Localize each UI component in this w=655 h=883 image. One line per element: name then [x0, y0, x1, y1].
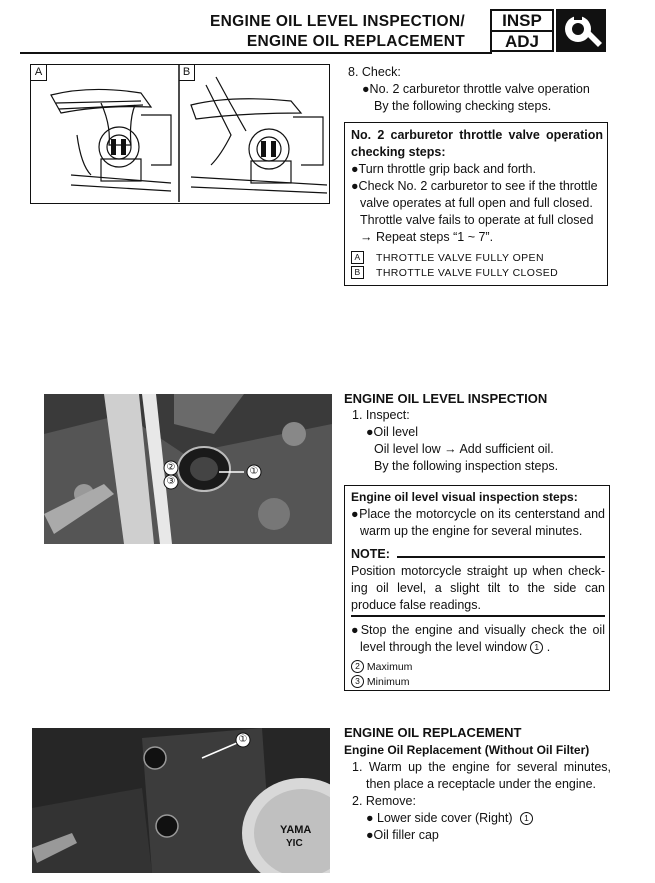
legend-text: Maximum: [366, 661, 413, 673]
oil-level-bullet: ●Oil level: [366, 425, 419, 439]
oil-level-steps-box: [344, 485, 610, 691]
legend-text: Minimum: [366, 676, 410, 688]
oil-replace-heading: ENGINE OIL REPLACEMENT: [344, 725, 522, 740]
oil-replace-subheading: Engine Oil Replacement (Without Oil Filter): [344, 743, 590, 757]
callout-side-cover: ①: [238, 734, 248, 745]
check-step: 8. Check:: [348, 65, 401, 79]
oil-box-title: Engine oil level visual inspection steps:: [351, 490, 578, 504]
oil-replace-bullet: [366, 810, 533, 827]
oil-replace-bullet-text: ● Lower side cover (Right): [366, 811, 513, 825]
throttle-legend-a: [351, 251, 544, 265]
page-subtitle: ENGINE OIL REPLACEMENT: [246, 33, 465, 50]
callout-minimum: ③: [166, 476, 176, 487]
ref-level-window: 1: [530, 641, 543, 654]
note-rule: [397, 556, 605, 558]
oil-level-window-photo: [44, 394, 332, 544]
legend-key: B: [351, 266, 364, 279]
yamaha-badge-text: YAMA: [280, 824, 312, 836]
note-text: produce false readings.: [351, 598, 481, 612]
oil-box-item: [360, 639, 550, 656]
oil-replace-step: then place a receptacle under the engine.: [366, 777, 597, 791]
note-text: Position motorcycle straight up when check-: [351, 564, 605, 578]
oil-replace-step: 2. Remove:: [352, 794, 416, 808]
check-sub: By the following checking steps.: [374, 99, 552, 113]
legend-text: THROTTLE VALVE FULLY CLOSED: [376, 267, 559, 279]
page-title: ENGINE OIL LEVEL INSPECTION/: [209, 13, 465, 30]
legend-num: 2: [351, 660, 364, 673]
legend-num: 3: [351, 675, 364, 688]
oil-box-item: ●Place the motorcycle on its centerstand and: [351, 507, 605, 521]
oil-replace-step: 1. Warm up the engine for several minutes,: [352, 760, 611, 774]
note-text: ing oil level, a slight tilt to the side can: [351, 581, 605, 595]
throttle-item: Throttle valve fails to operate at full closed: [360, 213, 594, 227]
oil-box-item-text: level through the level window: [360, 640, 527, 654]
legend-text: THROTTLE VALVE FULLY OPEN: [376, 252, 544, 264]
oil-level-line: By the following inspection steps.: [374, 459, 559, 473]
yamaha-badge-text-2: YIC: [286, 838, 303, 849]
badge-adj: ADJ: [504, 32, 539, 51]
oil-level-line: Oil level low → Add sufficient oil.: [374, 442, 554, 456]
wrench-icon: [556, 9, 606, 52]
oil-box-item: warm up the engine for several minutes.: [360, 524, 583, 538]
oil-replace-bullet: ●Oil filler cap: [366, 828, 439, 842]
badge-insp: INSP: [492, 11, 552, 32]
throttle-item: ●Check No. 2 carburetor to see if the throttle: [351, 179, 598, 193]
oil-level-heading: ENGINE OIL LEVEL INSPECTION: [344, 391, 548, 406]
throttle-item: → Repeat steps “1 ~ 7”.: [360, 230, 494, 244]
legend-maximum: [351, 660, 412, 674]
throttle-box-title-2: checking steps:: [351, 145, 446, 159]
check-bullet: ●No. 2 carburetor throttle valve operation: [362, 82, 590, 96]
callout-maximum: ②: [166, 462, 176, 473]
oil-box-item: ●Stop the engine and visually check the oil: [351, 623, 605, 637]
throttle-legend-b: [351, 266, 558, 280]
carburetor-illustration: [30, 64, 330, 204]
throttle-item: valve operates at full open and full closed.: [360, 196, 593, 210]
figure-label-b: B: [179, 65, 195, 81]
figure-label-a: A: [31, 65, 47, 81]
callout-level-window: ①: [249, 466, 259, 477]
section-badge: [490, 9, 554, 52]
legend-minimum: [351, 675, 410, 689]
legend-key: A: [351, 251, 364, 264]
oil-level-step: 1. Inspect:: [352, 408, 410, 422]
header-rule: [20, 52, 492, 54]
oil-box-item-end: .: [546, 640, 551, 654]
throttle-item: ●Turn throttle grip back and forth.: [351, 162, 536, 176]
note-end-rule: [351, 615, 605, 617]
note-label: NOTE:: [351, 547, 390, 561]
side-cover-photo: [32, 728, 330, 873]
throttle-box-title: No. 2 carburetor throttle valve operation: [351, 128, 603, 142]
ref-side-cover: 1: [520, 812, 533, 825]
throttle-check-box: [344, 122, 608, 286]
